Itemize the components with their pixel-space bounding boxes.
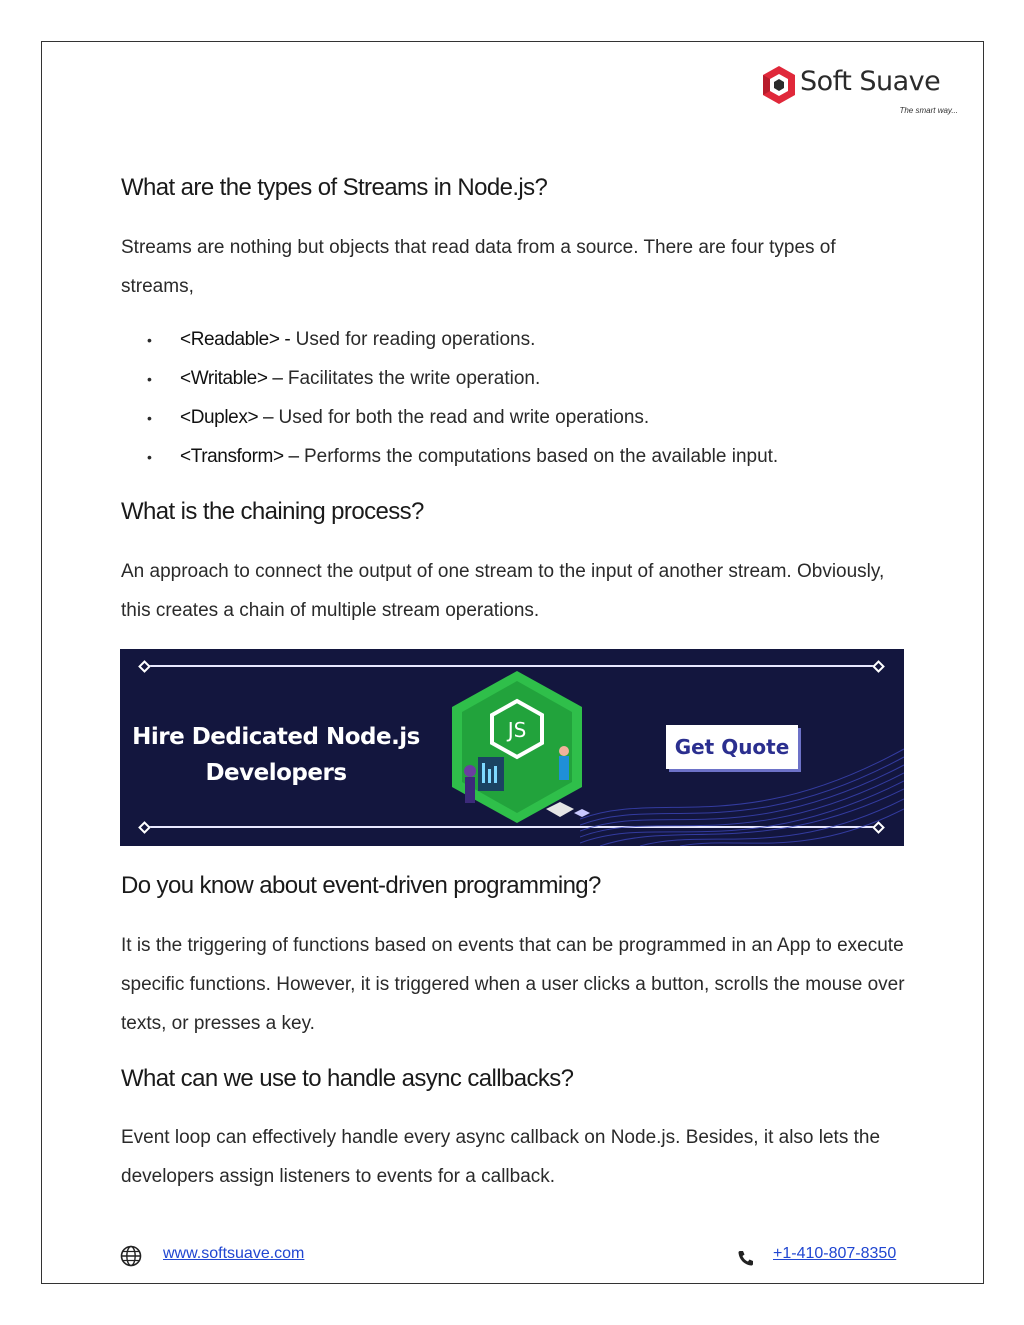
bullet: •	[147, 371, 152, 387]
banner-title-line2: Developers	[205, 760, 347, 786]
hire-developers-banner[interactable]	[120, 649, 904, 846]
stream-desc: Facilitates the write operation.	[282, 368, 541, 389]
bullet: •	[147, 410, 152, 426]
heading-event-driven: Do you know about event-driven programming?	[121, 872, 601, 899]
bullet: •	[147, 449, 152, 465]
nodejs-hexagon-illustration	[432, 667, 602, 839]
js-logo-text: JS	[507, 718, 527, 742]
stream-desc: Used for reading operations.	[290, 329, 536, 350]
bullet: •	[147, 332, 152, 348]
banner-title-line1: Hire Dedicated Node.js	[132, 724, 420, 750]
brand-tagline: The smart way...	[899, 106, 958, 115]
brand-name: Soft Suave	[800, 66, 941, 97]
heading-stream-types: What are the types of Streams in Node.js?	[121, 174, 548, 201]
stream-desc: Performs the computations based on the available input.	[298, 446, 779, 467]
banner-title	[120, 719, 432, 791]
heading-chaining: What is the chaining process?	[121, 498, 424, 525]
paragraph-event-driven: It is the triggering of functions based on events that can be programmed in an App to execute specific functions. However, it is triggered when a user clicks a button, scrolls the mouse over texts, or presses a key.	[121, 935, 905, 1034]
list-item	[121, 361, 911, 400]
list-item	[121, 400, 911, 439]
paragraph-async-callbacks: Event loop can effectively handle every async callback on Node.js. Besides, it also lets the developers assign listeners to events for a callback.	[121, 1127, 881, 1187]
stream-term: <Writable> –	[180, 368, 283, 389]
banner-diamond-icon	[138, 660, 151, 673]
stream-desc: Used for both the read and write operations.	[273, 407, 650, 428]
phone-icon	[737, 1249, 755, 1267]
list-item	[121, 322, 911, 361]
get-quote-button[interactable]: Get Quote	[666, 725, 798, 769]
paragraph-stream-types: Streams are nothing but objects that read data from a source. There are four types of streams,	[121, 237, 836, 297]
banner-diamond-icon	[138, 821, 151, 834]
phone-link[interactable]: +1-410-807-8350	[773, 1245, 897, 1262]
brand-logo	[760, 64, 960, 120]
heading-async-callbacks: What can we use to handle async callbacks?	[121, 1065, 574, 1092]
stream-term: <Readable> -	[180, 329, 291, 350]
banner-diamond-icon	[872, 660, 885, 673]
stream-term: <Duplex> –	[180, 407, 274, 428]
paragraph-chaining: An approach to connect the output of one stream to the input of another stream. Obviously, this creates a chain of multiple stream operations.	[121, 561, 885, 621]
list-item	[121, 439, 911, 478]
stream-types-list	[121, 322, 911, 478]
website-link[interactable]: www.softsuave.com	[163, 1245, 305, 1262]
soft-suave-logo-icon	[760, 64, 798, 108]
globe-icon	[120, 1245, 142, 1267]
stream-term: <Transform> –	[180, 446, 299, 467]
